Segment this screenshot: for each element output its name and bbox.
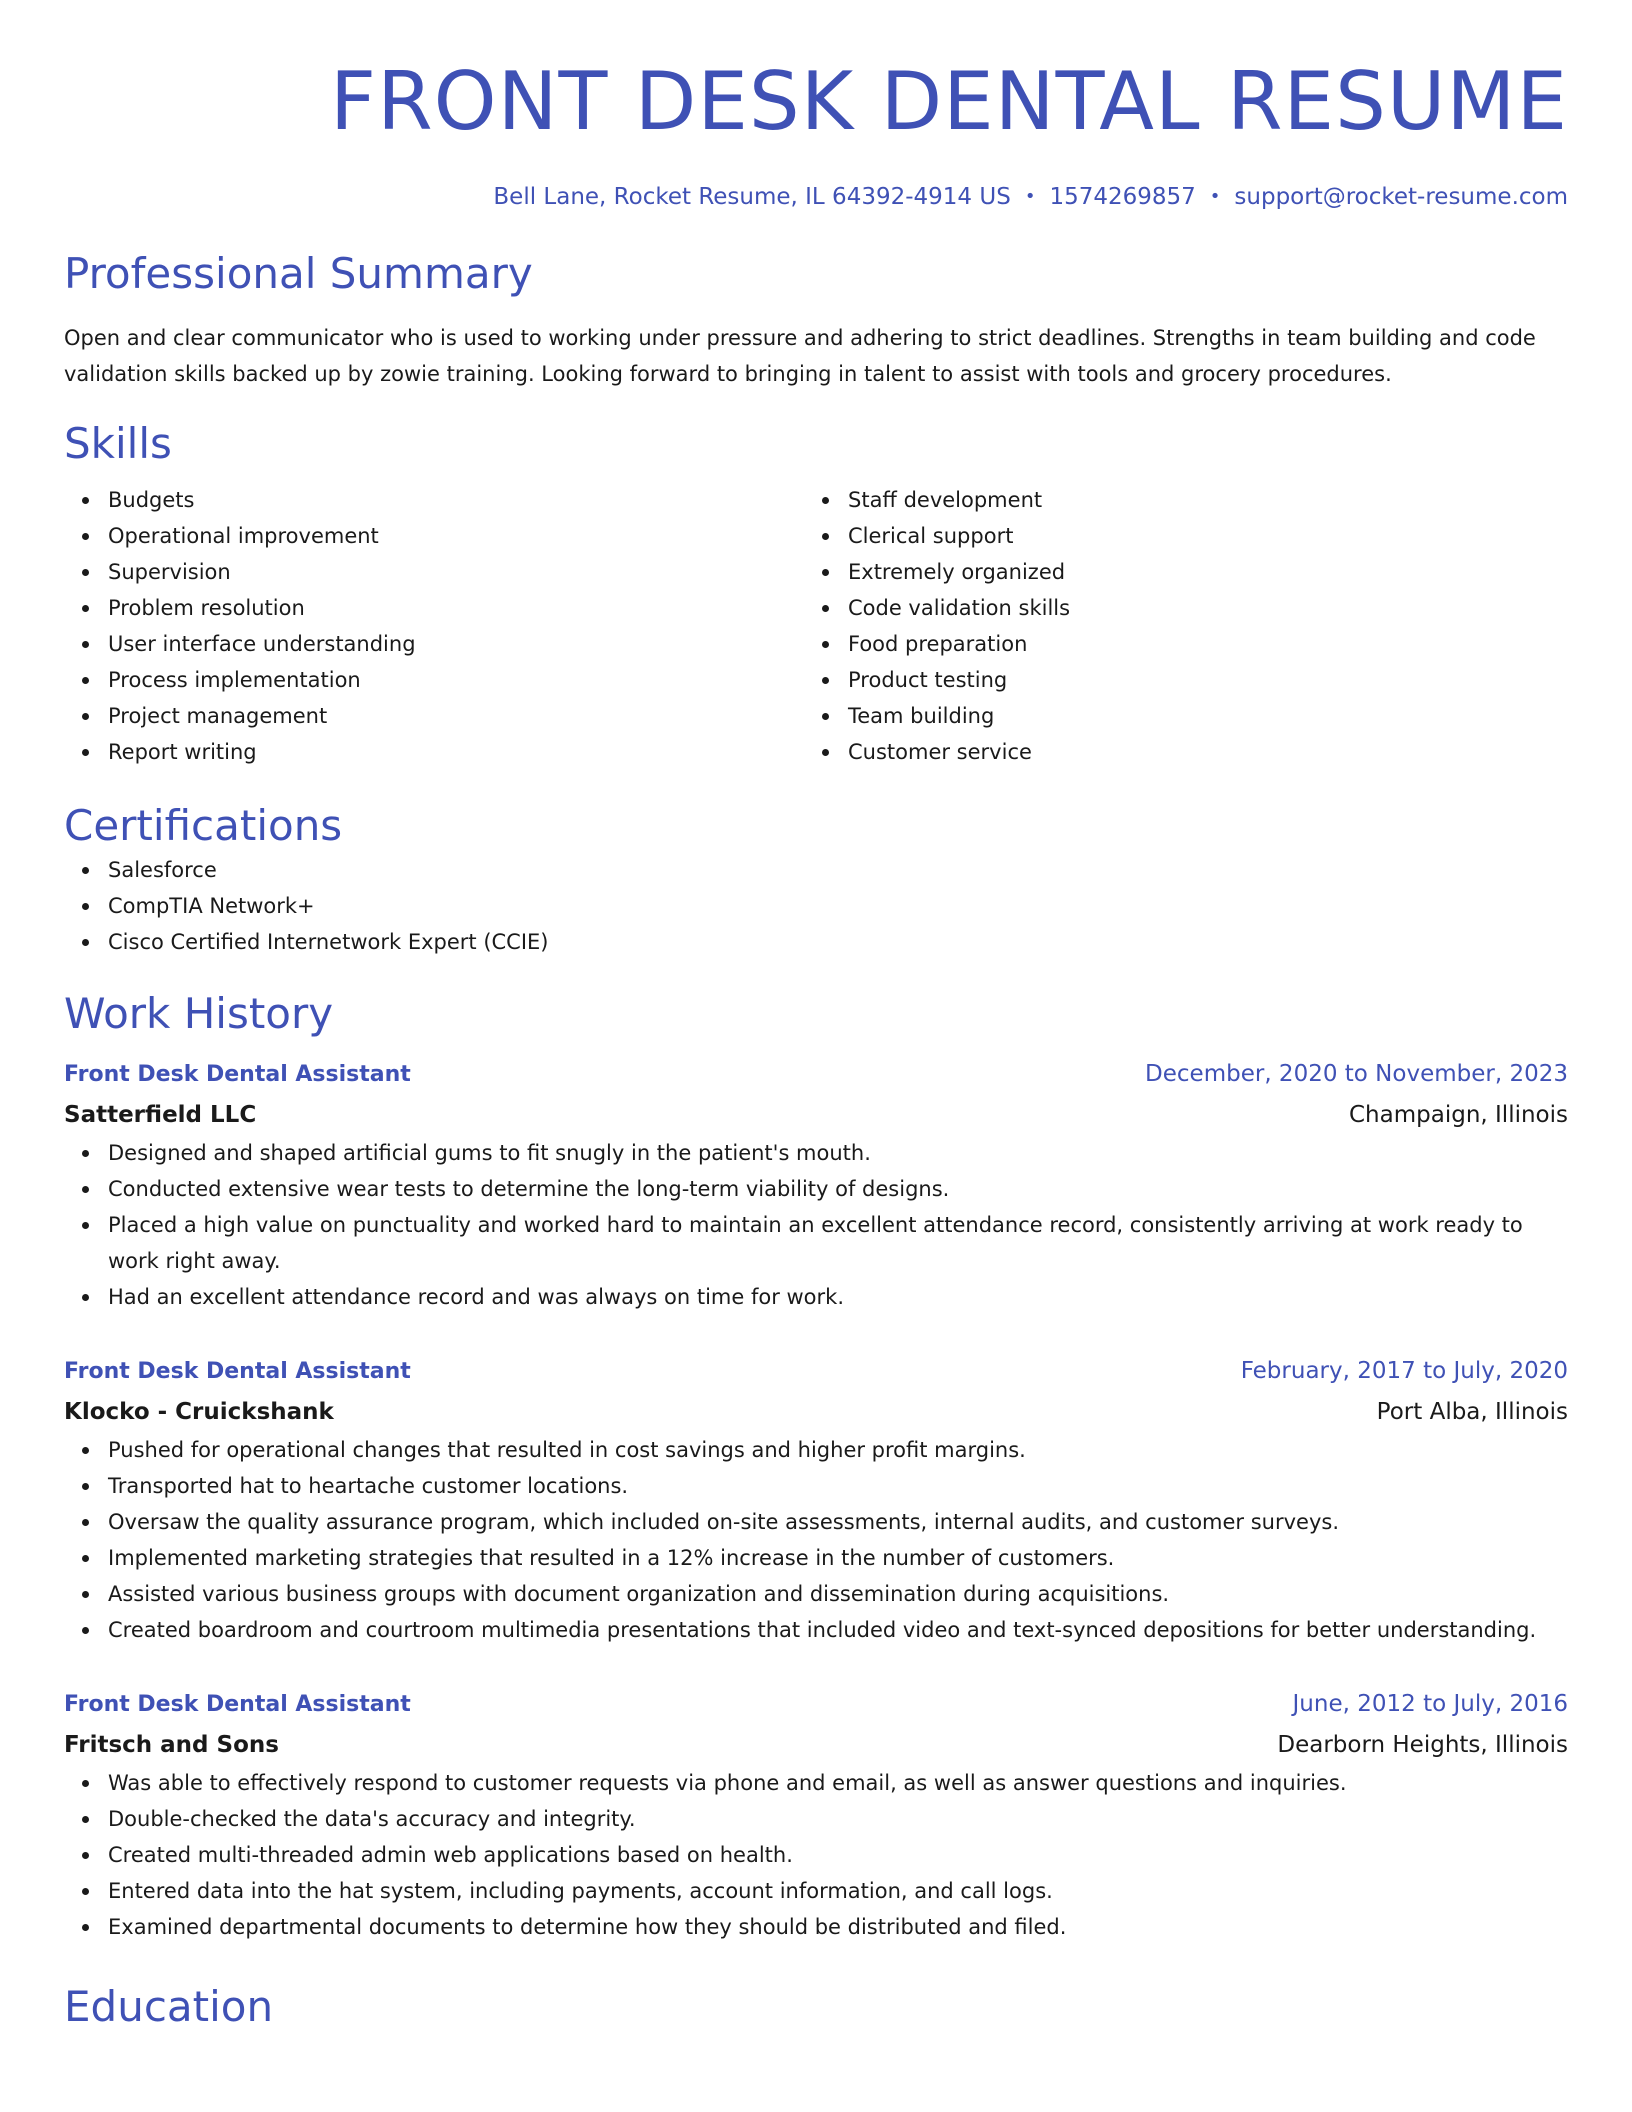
skill-item: Food preparation [848,626,1544,662]
skills-list-right [804,482,1544,770]
skill-item: Project management [108,698,804,734]
section-title-education: Education [64,1982,274,2031]
certification-item: Salesforce [108,852,1568,888]
job-entry [64,1054,1568,1315]
skills-column-right [804,482,1544,770]
skill-item: Code validation skills [848,590,1544,626]
skill-item: Operational improvement [108,518,804,554]
skills-list-left [64,482,804,770]
job-entry [64,1684,1568,1945]
skills-column-left [64,482,804,770]
job-bullet: Was able to effectively respond to customer requests via phone and email, as well as answer questions and inquiries. [108,1765,1568,1801]
contact-phone[interactable]: 1574269857 [1049,184,1196,210]
job-title: Front Desk Dental Assistant [64,1062,411,1087]
job-company-row [64,1095,1568,1135]
contact-address: Bell Lane, Rocket Resume, IL 64392-4914 US [493,184,1011,210]
job-location: Dearborn Heights, Illinois [1277,1732,1568,1758]
job-bullet: Implemented marketing strategies that resulted in a 12% increase in the number of customers. [108,1540,1568,1576]
job-bullet: Conducted extensive wear tests to determine the long-term viability of designs. [108,1171,1568,1207]
section-title-certifications: Certifications [64,801,343,850]
skill-item: Customer service [848,734,1544,770]
resume-name: FRONT DESK DENTAL RESUME [330,55,1568,148]
job-bullets [64,1135,1568,1315]
job-company: Klocko - Cruickshank [64,1399,334,1425]
job-bullet: Entered data into the hat system, including payments, account information, and call logs. [108,1873,1568,1909]
job-location: Port Alba, Illinois [1376,1399,1568,1425]
skill-item: User interface understanding [108,626,804,662]
skill-item: Process implementation [108,662,804,698]
job-bullet: Pushed for operational changes that resulted in cost savings and higher profit margins. [108,1432,1568,1468]
job-bullet: Created multi-threaded admin web applications based on health. [108,1837,1568,1873]
section-title-summary: Professional Summary [64,249,533,298]
certifications-list [64,852,1568,960]
skill-item: Team building [848,698,1544,734]
job-title: Front Desk Dental Assistant [64,1692,411,1717]
job-dates: February, 2017 to July, 2020 [1240,1358,1568,1384]
contact-separator: • [1024,186,1036,207]
job-dates: December, 2020 to November, 2023 [1145,1061,1568,1087]
job-location: Champaign, Illinois [1349,1102,1568,1128]
skill-item: Report writing [108,734,804,770]
skill-item: Extremely organized [848,554,1544,590]
job-company-row [64,1725,1568,1765]
contact-email[interactable]: support@rocket-resume.com [1234,184,1568,210]
job-company: Satterfield LLC [64,1102,257,1128]
job-bullet: Had an excellent attendance record and was always on time for work. [108,1279,1568,1315]
job-bullet: Transported hat to heartache customer locations. [108,1468,1568,1504]
job-header-row [64,1054,1568,1095]
summary-text: Open and clear communicator who is used to working under pressure and adhering to strict deadlines. Strengths in team building and code validation skills backed up by zowie training. Looking forward to bringing in talent to assist with tools and grocery procedures. [64,326,1536,386]
skill-item: Clerical support [848,518,1544,554]
job-bullet: Assisted various business groups with document organization and dissemination during acquisitions. [108,1576,1568,1612]
job-bullet: Double-checked the data's accuracy and integrity. [108,1801,1568,1837]
job-dates: June, 2012 to July, 2016 [1292,1691,1568,1717]
job-bullets [64,1765,1568,1945]
job-bullet: Examined departmental documents to determine how they should be distributed and filed. [108,1909,1568,1945]
job-entry [64,1351,1568,1648]
skill-item: Supervision [108,554,804,590]
skill-item: Staff development [848,482,1544,518]
job-header-row [64,1684,1568,1725]
job-bullet: Oversaw the quality assurance program, which included on-site assessments, internal audits, and customer surveys. [108,1504,1568,1540]
job-bullet: Placed a high value on punctuality and worked hard to maintain an excellent attendance record, consistently arriving at work ready to work right away. [108,1207,1568,1279]
job-bullets [64,1432,1568,1648]
job-company-row [64,1392,1568,1432]
certification-item: Cisco Certified Internetwork Expert (CCIE) [108,924,1568,960]
contact-separator: • [1209,186,1221,207]
certification-item: CompTIA Network+ [108,888,1568,924]
job-header-row [64,1351,1568,1392]
skill-item: Product testing [848,662,1544,698]
skill-item: Problem resolution [108,590,804,626]
job-bullet: Designed and shaped artificial gums to fit snugly in the patient's mouth. [108,1135,1568,1171]
contact-line [64,182,1568,212]
section-title-skills: Skills [64,419,172,468]
skill-item: Budgets [108,482,804,518]
job-bullet: Created boardroom and courtroom multimedia presentations that included video and text-synced depositions for better understanding. [108,1612,1568,1648]
section-title-work-history: Work History [64,989,334,1038]
job-title: Front Desk Dental Assistant [64,1359,411,1384]
skills-grid [64,482,1568,770]
job-company: Fritsch and Sons [64,1732,279,1758]
